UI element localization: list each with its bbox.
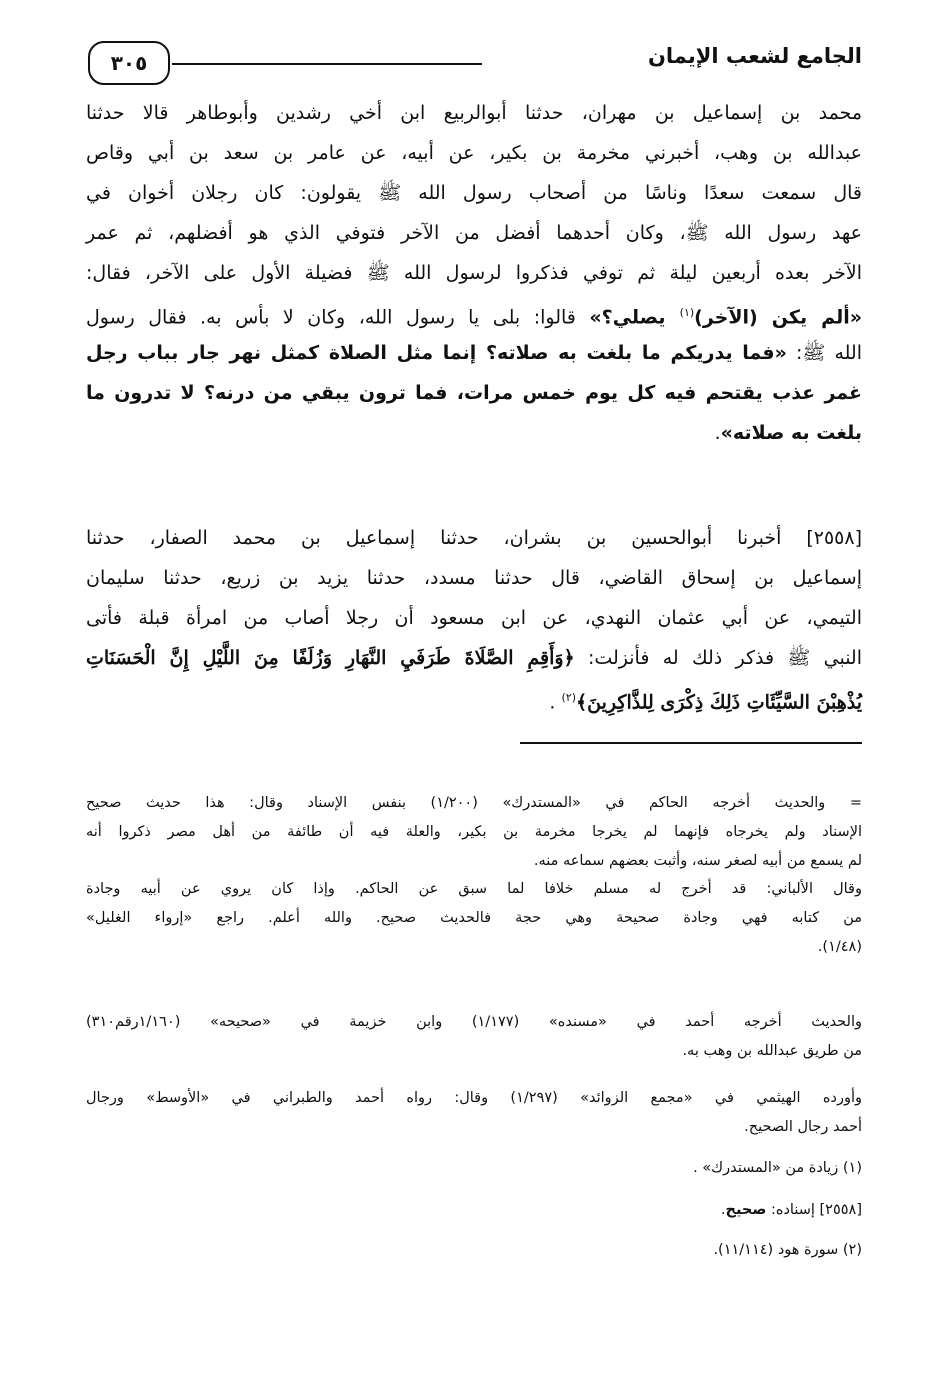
text-segment: محمد بن إسماعيل بن مهران، حدثنا أبوالربيع ابن أخي رشدين وأبوطاهر قالا حدثنا: [86, 102, 862, 124]
text-segment: قالوا: بلى يا رسول الله، وكان لا بأس به. فقال رسول: [86, 306, 590, 329]
main-line: [86, 338, 862, 368]
main-line: [86, 683, 862, 717]
footnote-line: [86, 1086, 862, 1110]
text-segment: .: [720, 1202, 726, 1218]
hadith-text: غمر عذب يقتحم فيه كل يوم خمس مرات، فما ترون يبقي من درنه؟ لا تدرون ما: [86, 382, 862, 404]
text-segment: [٢٥٥٨] أخبرنا أبوالحسين بن بشران، حدثنا إسماعيل بن محمد الصفار، حدثنا: [86, 527, 862, 549]
hadith-text: بلغت به صلاته»: [720, 422, 862, 444]
footnote-marker: (٢): [561, 691, 577, 704]
hadith-text: «فما يدريكم ما بلغت به صلاته؟ إنما مثل الصلاة كمثل نهر جار بباب رجل: [86, 342, 787, 364]
main-line: [86, 138, 862, 168]
footnote-line: [86, 1010, 862, 1034]
text-segment: إسماعيل بن إسحاق القاضي، قال حدثنا مسدد، حدثنا يزيد بن زريع، حدثنا سليمان: [86, 567, 862, 589]
text-segment: الإسناد ولم يخرجاه فإنهما لم يخرجا مخرمة بن بكير، والعلة فيه أن طائفة من أهل مصر ذكروا أنه: [86, 824, 862, 840]
text-segment: (١) زيادة من «المستدرك» .: [693, 1160, 862, 1176]
text-segment: عبدالله بن وهب، أخبرني مخرمة بن بكير، عن أبيه، عن عامر بن سعد بن أبي وقاص: [86, 142, 862, 164]
footnote-line: [86, 906, 862, 930]
main-line: [86, 643, 862, 673]
main-line: [86, 378, 862, 408]
footnote-line: [86, 849, 862, 873]
text-segment: والحديث أخرجه أحمد في «مسنده» (١/١٧٧) وابن خزيمة في «صحيحه» (١/١٦٠رقم٣١٠): [86, 1014, 862, 1030]
footnote-separator: [520, 742, 862, 744]
hadith-text: «ألم يكن (الآخر): [694, 306, 862, 329]
footnote-line: [86, 1156, 862, 1180]
main-line: [86, 418, 862, 448]
text-segment: أحمد رجال الصحيح.: [744, 1119, 862, 1135]
text-segment: [٢٥٥٨] إسناده:: [766, 1202, 862, 1218]
text-segment: وقال الألباني: قد أخرج له مسلم خلافا لما سبق عن الحاكم. وإذا كان يروي عن أبيه وجادة: [86, 881, 862, 897]
text-segment: .: [714, 422, 721, 444]
main-line: [86, 258, 862, 288]
text-segment: التيمي، عن أبي عثمان النهدي، عن ابن مسعود أن رجلا أصاب من امرأة قبلة فأتى: [86, 607, 862, 629]
text-segment: النبي ﷺ فذكر ذلك له فأنزلت:: [574, 647, 862, 669]
footnote-line: [86, 935, 862, 959]
text-segment: = والحديث أخرجه الحاكم في «المستدرك» (١/٢٠٠) بنفس الإسناد وقال: هذا حديث صحيح: [86, 795, 862, 811]
main-line: [86, 98, 862, 128]
text-segment: الله ﷺ:: [786, 342, 862, 364]
hadith-text: يصلي؟»: [589, 306, 680, 329]
footnote-marker: (١): [679, 306, 695, 319]
book-title: الجامع لشعب الإيمان: [647, 44, 862, 68]
text-segment: لم يسمع من أبيه لصغر سنه، وأثبت بعضهم سماعه منه.: [533, 853, 862, 869]
footnote-line: [86, 1039, 862, 1063]
text-segment: وأورده الهيثمي في «مجمع الزوائد» (١/٢٩٧) وقال: رواه أحمد والطبراني في «الأوسط» ورجال: [86, 1090, 862, 1106]
text-segment: .: [549, 691, 562, 714]
quran-verse: يُذْهِبْنَ السَّيِّئَاتِ ذَلِكَ ذِكْرَى لِلذَّاكِرِينَ﴾: [576, 691, 862, 714]
text-segment: من كتابه فهي وجادة صحيحة وهي حجة فالحديث صحيح. والله أعلم. راجع «إرواء الغليل»: [86, 910, 862, 926]
main-line: [86, 523, 862, 553]
text-segment: قال سمعت سعدًا وناسًا من أصحاب رسول الله ﷺ يقولون: كان رجلان أخوان في: [86, 182, 862, 204]
main-line: [86, 178, 862, 208]
text-segment: من طريق عبدالله بن وهب به.: [682, 1043, 862, 1059]
footnote-line: [86, 877, 862, 901]
text-segment: (٢) سورة هود (١١/١١٤).: [713, 1242, 862, 1258]
footnote-line: [86, 1198, 862, 1222]
header-rule: [172, 63, 482, 65]
footnote-line: [86, 1115, 862, 1139]
page-number: ٣٠٥: [88, 41, 170, 85]
footnote-line: [86, 820, 862, 844]
text-segment: عهد رسول الله ﷺ، وكان أحدهما أفضل من الآخر فتوفي الذي هو أفضلهم، ثم عمر: [86, 222, 862, 244]
text-segment: الآخر بعده أربعين ليلة ثم توفي فذكروا لرسول الله ﷺ فضيلة الأول على الآخر، فقال:: [86, 262, 862, 284]
main-line: [86, 563, 862, 593]
main-line: [86, 298, 862, 332]
main-line: [86, 603, 862, 633]
quran-verse: ﴿وَأَقِمِ الصَّلَاةَ طَرَفَيِ النَّهَارِ وَزُلَفًا مِنَ اللَّيْلِ إِنَّ الْحَسَنَاتِ: [86, 647, 575, 669]
main-line: [86, 218, 862, 248]
footnote-line: [86, 1238, 862, 1262]
text-segment: (١/٤٨).: [817, 939, 862, 955]
footnote-line: [86, 791, 862, 815]
hadith-text: صحيح: [725, 1202, 767, 1218]
